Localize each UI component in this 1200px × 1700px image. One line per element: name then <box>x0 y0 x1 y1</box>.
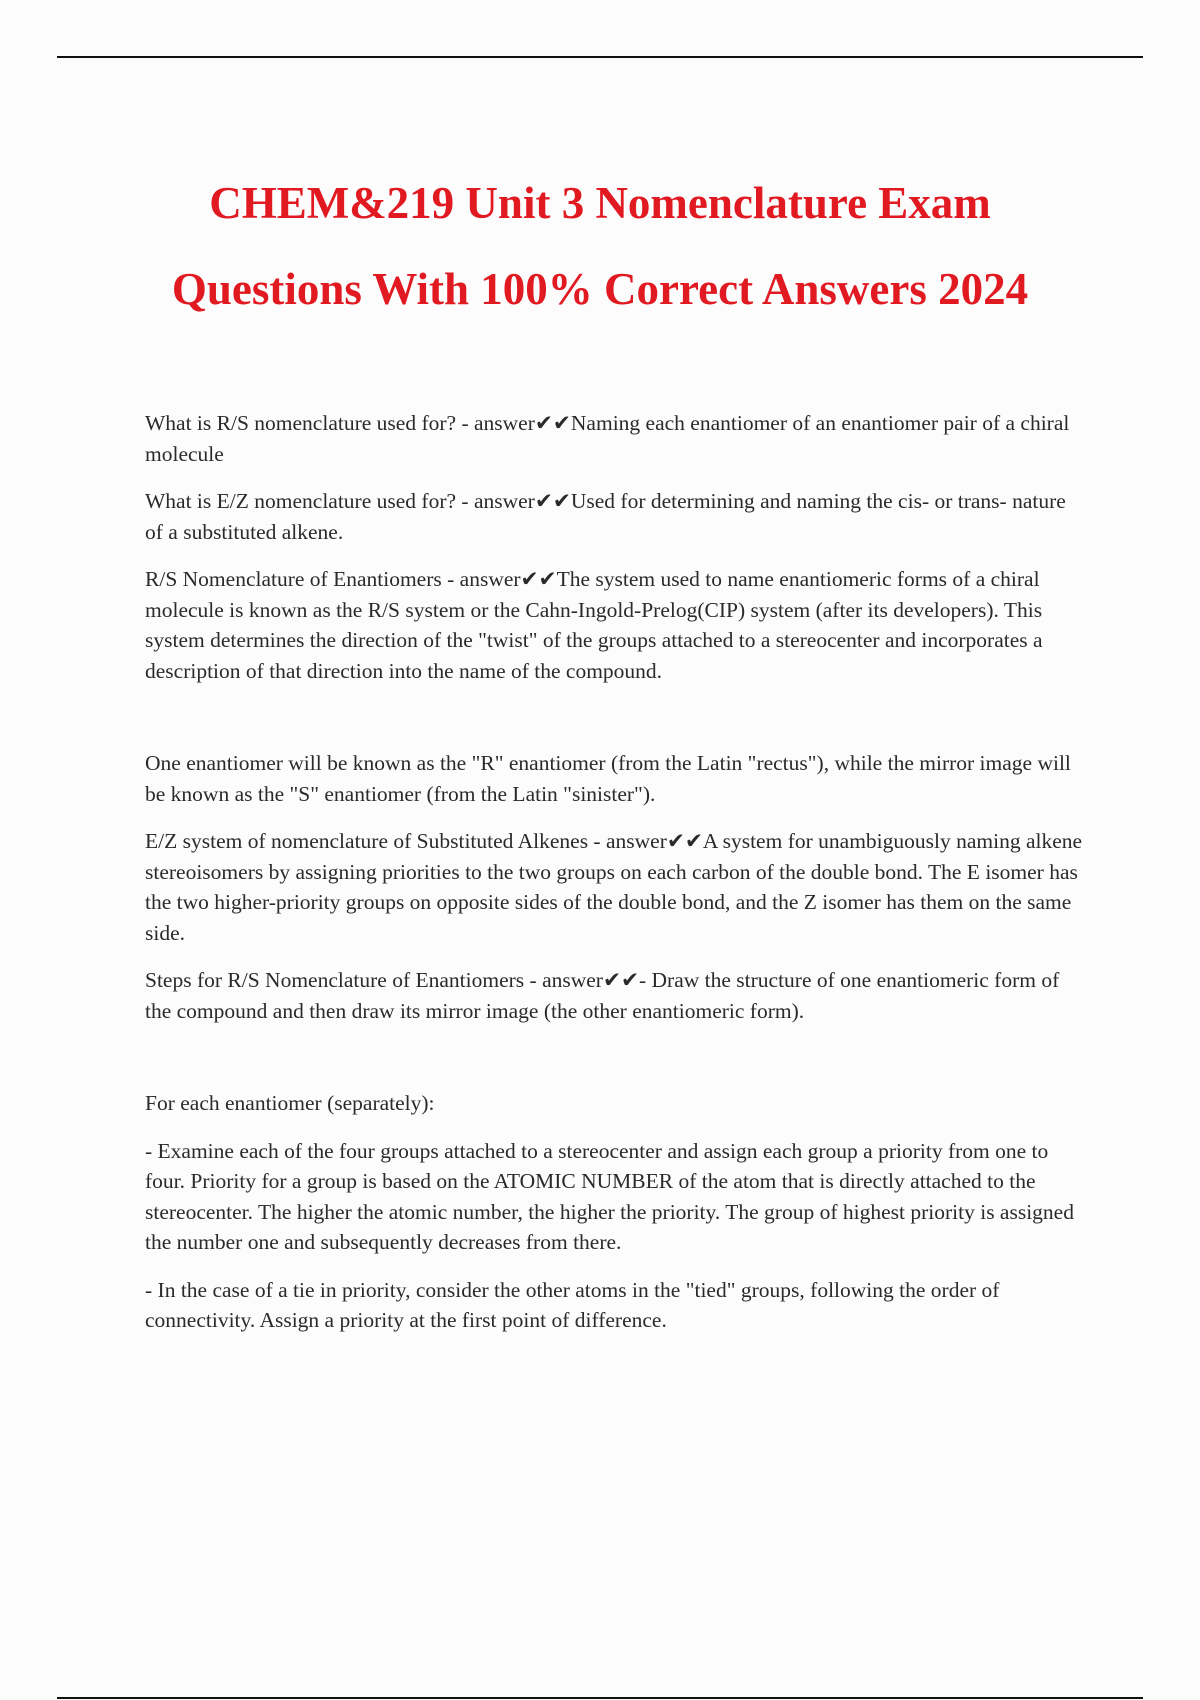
top-rule <box>57 56 1143 58</box>
paragraph-rs-usage: What is R/S nomenclature used for? - answer✔✔Naming each enantiomer of an enantiomer pair of a chiral molecule <box>145 411 1070 466</box>
title-line-2: Questions With 100% Correct Answers 2024 <box>171 264 1029 314</box>
paragraph-ez-alkenes: E/Z system of nomenclature of Substituted Alkenes - answer✔✔A system for unambiguously naming alkene stereoisomers by assigning priorities to the two groups on each carbon of the double bond. The E isomer has the two higher-priority groups on opposite sides of the double bond, and the Z isomer has them on the same side. <box>145 829 1083 945</box>
document-title <box>100 160 1100 332</box>
paragraph-priority-examine: - Examine each of the four groups attached to a stereocenter and assign each group a priority from one to four. Priority for a group is based on the ATOMIC NUMBER of the atom that is directly attached to the stereocenter. The higher the atomic number, the higher the priority. The group of highest priority is assigned the number one and subsequently decreases from there. <box>145 1138 1074 1254</box>
paragraph-ez-usage: What is E/Z nomenclature used for? - answer✔✔Used for determining and naming the cis- or trans- nature of a substituted alkene. <box>145 489 1066 544</box>
bottom-rule <box>57 1697 1143 1699</box>
paragraph-rs-steps: Steps for R/S Nomenclature of Enantiomers - answer✔✔- Draw the structure of one enantiomeric form of the compound and then draw its mirror image (the other enantiomeric form). <box>145 968 1060 1023</box>
paragraph-r-s-naming: One enantiomer will be known as the "R" enantiomer (from the Latin "rectus"), while the mirror image will be known as the "S" enantiomer (from the Latin "sinister"). <box>145 751 1071 806</box>
document-body <box>145 408 1085 1353</box>
title-line-1: CHEM&219 Unit 3 Nomenclature Exam <box>209 178 991 228</box>
paragraph-rs-enantiomers: R/S Nomenclature of Enantiomers - answer✔✔The system used to name enantiomeric forms of a chiral molecule is known as the R/S system or the Cahn-Ingold-Prelog(CIP) system (after its developers). This system determines the direction of the "twist" of the groups attached to a stereocenter and incorporates a description of that direction into the name of the compound. <box>145 567 1043 683</box>
paragraph-for-each: For each enantiomer (separately): <box>145 1091 435 1115</box>
paragraph-priority-tie: - In the case of a tie in priority, consider the other atoms in the "tied" groups, following the order of connectivity. Assign a priority at the first point of difference. <box>145 1277 1000 1332</box>
